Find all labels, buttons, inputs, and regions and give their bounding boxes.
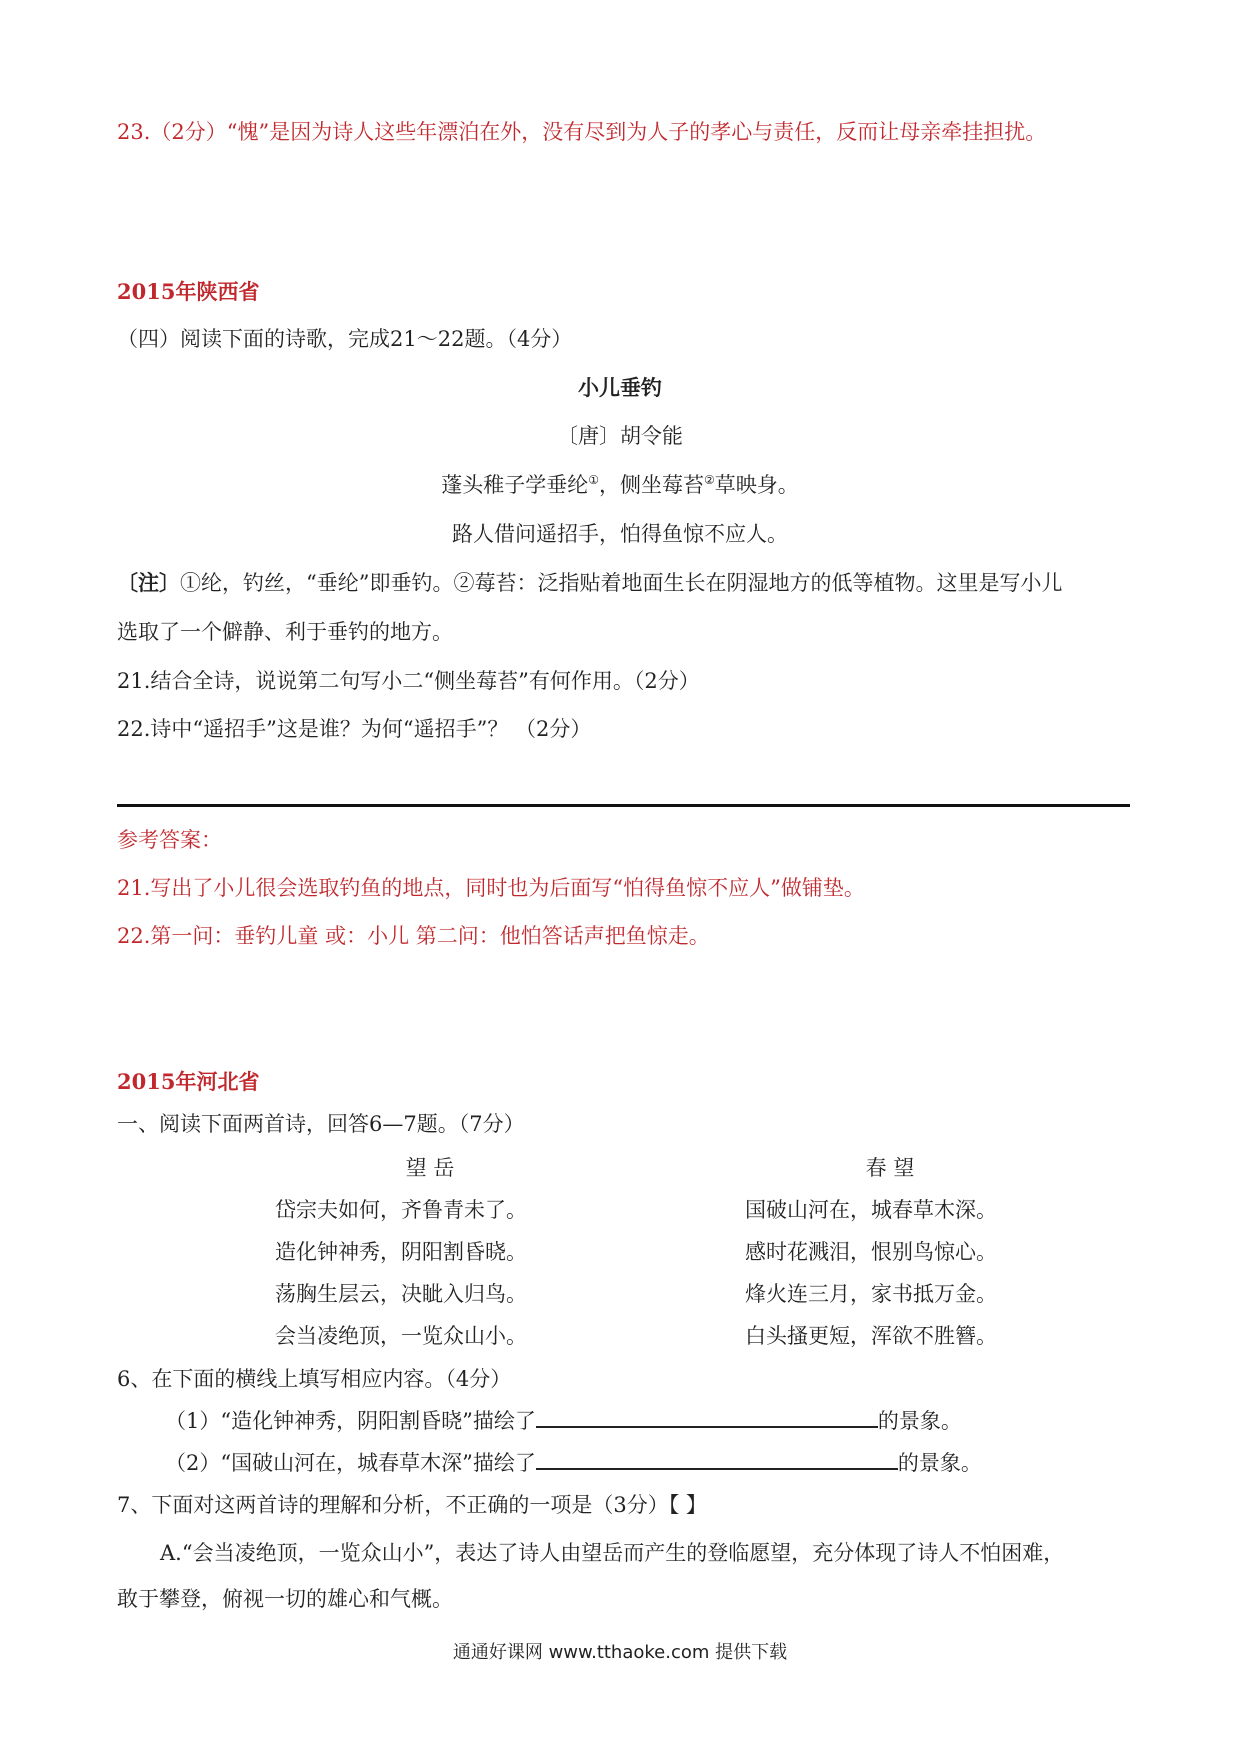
poem1-line: 荡胸生层云，决眦入归鸟。 — [275, 1282, 527, 1306]
section-heading-hebei: 2015年河北省 — [117, 1069, 260, 1094]
question-22: 22.诗中“遥招手”这是谁？为何“遥招手”？ （2分） — [117, 717, 592, 741]
poem1-line: 造化钟神秀，阴阳割昏晓。 — [275, 1240, 527, 1264]
poem1-line: 会当凌绝顶，一览众山小。 — [275, 1324, 527, 1348]
poem-line-1-part-c: 草映身。 — [714, 473, 799, 497]
answer-21: 21.写出了小儿很会选取钓鱼的地点，同时也为后面写“怕得鱼惊不应人”做铺垫。 — [117, 876, 865, 900]
poem-line-1 — [0, 469, 1240, 499]
option-a-line-1: A.“会当凌绝顶，一览众山小”，表达了诗人由望岳而产生的登临愿望，充分体现了诗人不怕困难， — [160, 1541, 1065, 1565]
question-6-2-suffix: 的景象。 — [897, 1451, 982, 1475]
poem2-line: 感时花溅泪，恨别鸟惊心。 — [745, 1240, 997, 1264]
question-7: 7、下面对这两首诗的理解和分析，不正确的一项是（3分）【 】 — [117, 1493, 707, 1517]
answer-blank-2[interactable] — [536, 1448, 898, 1470]
note-label: 〔注〕 — [117, 571, 180, 595]
question-6-2 — [165, 1447, 982, 1477]
question-6-2-prefix: （2）“国破山河在，城春草木深”描绘了 — [165, 1451, 536, 1475]
poem-line-2: 路人借问遥招手，怕得鱼惊不应人。 — [452, 522, 788, 546]
section-heading-shaanxi: 2015年陕西省 — [117, 279, 260, 304]
question-6-1-prefix: （1）“造化钟神秀，阴阳割昏晓”描绘了 — [165, 1409, 536, 1433]
footnote-marker-2: ② — [704, 473, 715, 487]
answer-blank-1[interactable] — [536, 1406, 878, 1428]
poem-line-1-part-a: 蓬头稚子学垂纶 — [441, 473, 589, 497]
question-21: 21.结合全诗，说说第二句写小二“侧坐莓苔”有何作用。（2分） — [117, 669, 700, 693]
answer-23: 23.（2分）“愧”是因为诗人这些年漂泊在外，没有尽到为人子的孝心与责任，反而让母亲牵挂担扰。 — [117, 120, 1047, 144]
footnote-marker-1: ① — [588, 473, 599, 487]
poem1-line: 岱宗夫如何，齐鲁青未了。 — [275, 1198, 527, 1222]
section-divider — [117, 804, 1130, 807]
poem-title: 小儿垂钓 — [578, 376, 662, 400]
note-line-2: 选取了一个僻静、利于垂钓的地方。 — [117, 620, 453, 644]
hebei-intro: 一、阅读下面两首诗，回答6—7题。（7分） — [117, 1112, 525, 1136]
option-a-line-2: 敢于攀登，俯视一切的雄心和气概。 — [117, 1587, 453, 1611]
question-6-1 — [165, 1405, 962, 1435]
reference-answer-label: 参考答案： — [117, 828, 222, 852]
poem2-line: 烽火连三月，家书抵万金。 — [745, 1282, 997, 1306]
poem1-title: 望 岳 — [405, 1156, 455, 1180]
poem-author: 〔唐〕胡令能 — [557, 424, 683, 448]
poem-line-1-part-b: ，侧坐莓苔 — [599, 473, 704, 497]
note-line-1 — [117, 567, 1062, 597]
question-6-1-suffix: 的景象。 — [877, 1409, 962, 1433]
note-text-1: ①纶，钓丝，“垂纶”即垂钓。②莓苔：泛指贴着地面生长在阴湿地方的低等植物。这里是写小儿 — [180, 571, 1063, 595]
poem2-line: 白头搔更短，浑欲不胜簪。 — [745, 1324, 997, 1348]
shaanxi-intro: （四）阅读下面的诗歌，完成21～22题。（4分） — [117, 327, 573, 351]
poem2-line: 国破山河在，城春草木深。 — [745, 1198, 997, 1222]
question-6: 6、在下面的横线上填写相应内容。（4分） — [117, 1367, 512, 1391]
page-footer: 通通好课网 www.tthaoke.com 提供下载 — [452, 1642, 788, 1663]
poem2-title: 春 望 — [865, 1156, 915, 1180]
answer-22: 22.第一问：垂钓儿童 或：小儿 第二问：他怕答话声把鱼惊走。 — [117, 924, 710, 948]
